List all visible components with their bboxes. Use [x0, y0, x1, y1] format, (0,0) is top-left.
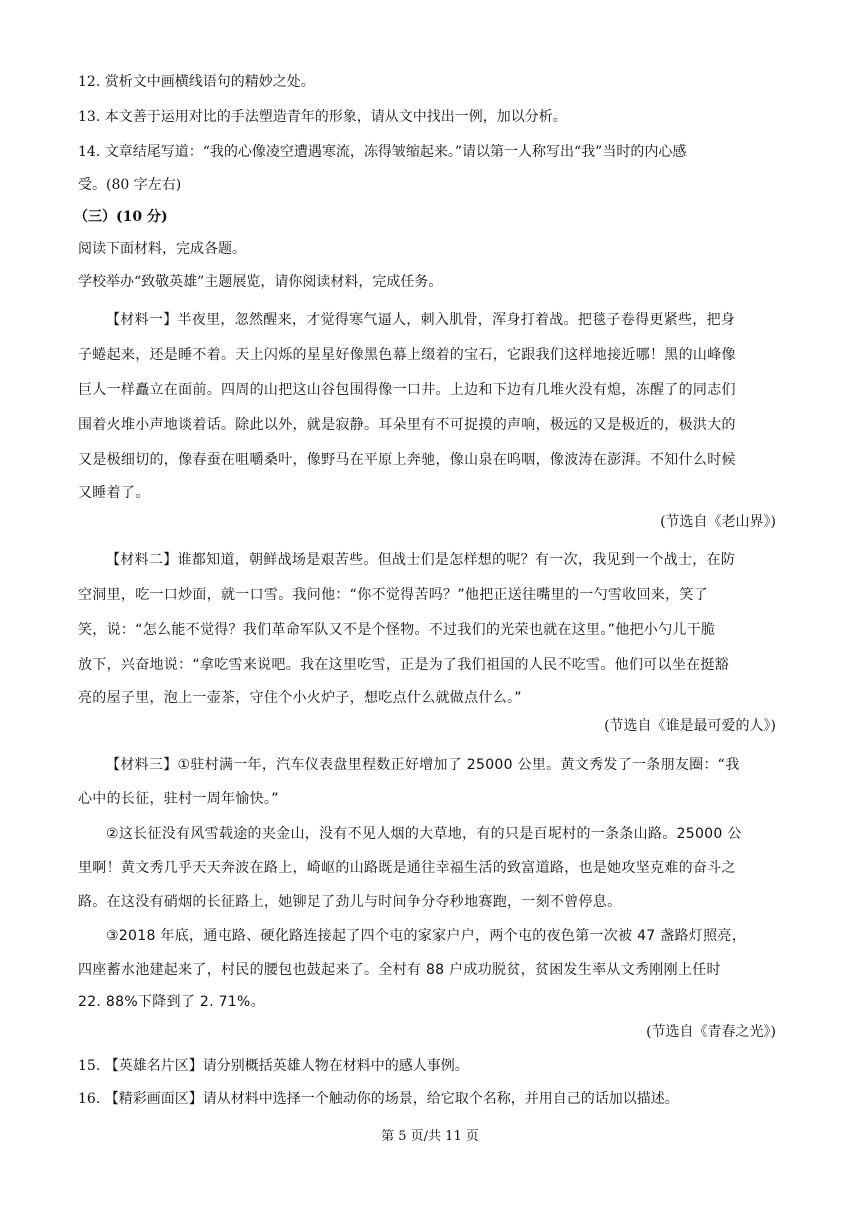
section-instruction: 阅读下面材料，完成各题。: [78, 241, 246, 257]
question-15: 15. 【英雄名片区】请分别概括英雄人物在材料中的感人事例。: [78, 1058, 469, 1074]
material-1-line: 巨人一样矗立在面前。四周的山把这山谷包围得像一口井。上边和下边有几堆火没有熄，冻醒了的同志们: [78, 382, 736, 398]
material-2-source: (节选自《谁是最可爱的人》): [604, 718, 776, 734]
material-3-line: 【材料三】①驻村满一年，汽车仪表盘里程数正好增加了 25000 公里。黄文秀发了一条朋友圈：“我: [106, 757, 740, 773]
material-1-line: 子蜷起来，还是睡不着。天上闪烁的星星好像黑色幕上缀着的宝石，它跟我们这样地接近哪！黑的山峰像: [78, 347, 736, 363]
material-3-line: ③2018 年底，通屯路、硬化路连接起了四个屯的家家户户，两个屯的夜色第一次被 47 盏路灯照亮，: [106, 928, 747, 944]
material-3-line: 22. 88%下降到了 2. 71%。: [78, 994, 265, 1010]
material-2-line: 空洞里，吃一口炒面，就一口雪。我问他：“你不觉得苦吗？”他把正送往嘴里的一勺雪收回来，笑了: [78, 587, 709, 603]
question-14: 14. 文章结尾写道：“我的心像凌空遭遇寒流，冻得皱缩起来。”请以第一人称写出“我”当时的内心感: [78, 144, 687, 160]
page-number: 第 5 页/共 11 页: [381, 1129, 479, 1144]
material-3-line: 四座蓄水池建起来了，村民的腰包也鼓起来了。全村有 88 户成功脱贫，贫困发生率从文秀刚刚上任时: [78, 962, 721, 978]
material-1-line: 又是极细切的，像春蚕在咀嚼桑叶，像野马在平原上奔驰，像山泉在呜咽，像波涛在澎湃。不知什么时候: [78, 452, 736, 468]
material-3-source: (节选自《青春之光》): [646, 1024, 776, 1040]
material-3-line: 里啊！黄文秀几乎天天奔波在路上，崎岖的山路既是通往幸福生活的致富道路，也是她攻坚克难的奋斗之: [78, 860, 736, 876]
material-3-line: 路。在这没有硝烟的长征路上，她铆足了劲儿与时间争分夺秒地赛跑，一刻不曾停息。: [78, 894, 622, 910]
material-2-line: 放下，兴奋地说：“拿吃雪来说吧。我在这里吃雪，正是为了我们祖国的人民不吃雪。他们可以坐在挺豁: [78, 657, 730, 673]
question-12: 12. 赏析文中画横线语句的精妙之处。: [78, 74, 315, 90]
material-1-line: 围着火堆小声地谈着话。除此以外，就是寂静。耳朵里有不可捉摸的声响，极远的又是极近的，极洪大的: [78, 417, 736, 433]
question-16: 16. 【精彩画面区】请从材料中选择一个触动你的场景，给它取个名称，并用自己的话加以描述。: [78, 1091, 679, 1107]
section-heading: （三）(10 分): [74, 209, 168, 225]
material-2-line: 【材料二】谁都知道，朝鲜战场是艰苦些。但战士们是怎样想的呢？有一次，我见到一个战士，在防: [106, 552, 736, 568]
section-task: 学校举办“致敬英雄”主题展览，请你阅读材料，完成任务。: [78, 274, 443, 290]
question-14-continued: 受。(80 字左右): [78, 177, 182, 193]
material-1-source: (节选自《老山界》): [660, 514, 776, 530]
material-1-line: 【材料一】半夜里，忽然醒来，才觉得寒气逼人，刺入肌骨，浑身打着战。把毯子卷得更紧些，把身: [106, 312, 736, 328]
material-2-line: 笑，说：“怎么能不觉得？我们革命军队又不是个怪物。不过我们的光荣也就在这里。”他把小勺儿干脆: [78, 622, 716, 638]
question-13: 13. 本文善于运用对比的手法塑造青年的形象，请从文中找出一例，加以分析。: [78, 109, 567, 125]
material-2-line: 亮的屋子里，泡上一壶茶，守住个小火炉子，想吃点什么就做点什么。”: [78, 690, 522, 706]
material-3-line: ②这长征没有风雪载途的夹金山，没有不见人烟的大草地，有的只是百坭村的一条条山路。25000 公: [106, 826, 742, 842]
material-1-line: 又睡着了。: [78, 485, 150, 501]
material-3-line: 心中的长征，驻村一周年愉快。”: [78, 791, 279, 807]
